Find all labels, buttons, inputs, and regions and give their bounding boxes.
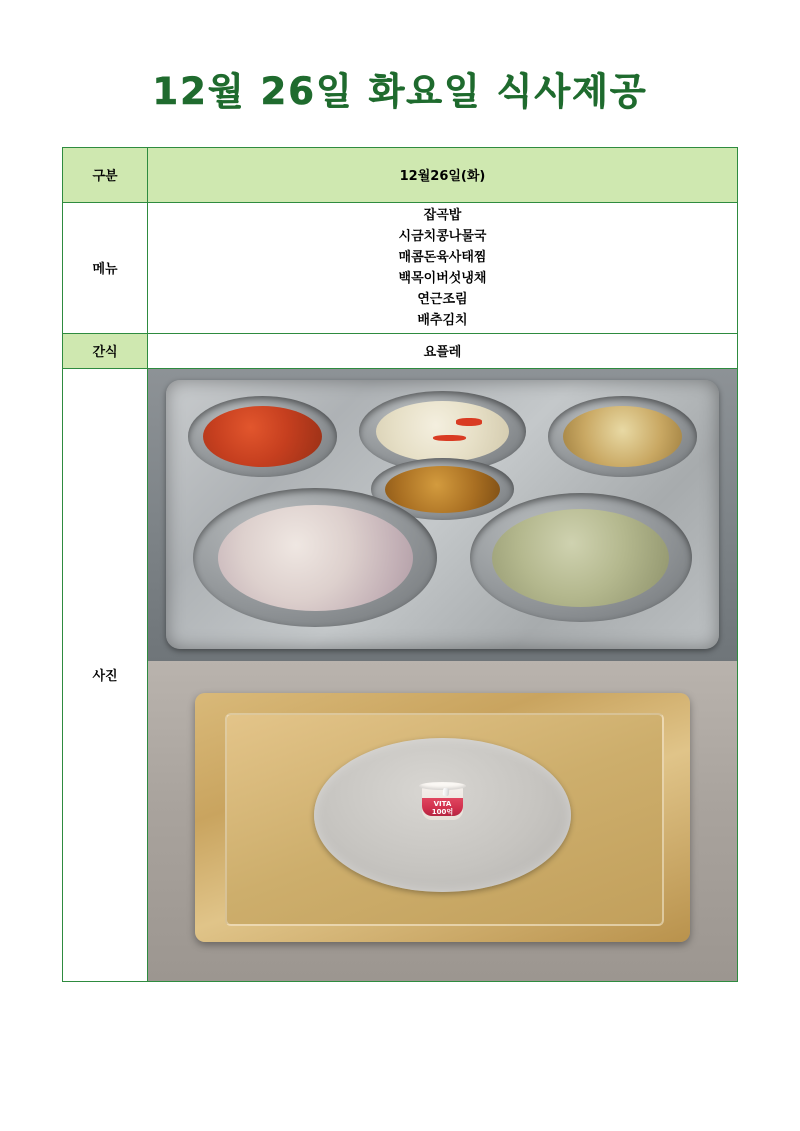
menu-table-container xyxy=(62,147,738,982)
yogurt-count-text: 100억 xyxy=(431,807,454,816)
yogurt-cup-label xyxy=(422,798,463,817)
row-label-division: 구분 xyxy=(63,147,148,202)
menu-item: 잡곡밥 xyxy=(423,207,462,223)
row-label-photo: 사진 xyxy=(63,368,148,981)
table-row-menu xyxy=(63,202,738,333)
food-spinach-soup xyxy=(492,509,669,607)
food-braised-pork xyxy=(385,466,500,513)
menu-item: 백목이버섯냉채 xyxy=(398,270,487,286)
pepper-slice xyxy=(433,435,466,441)
plastic-plate-graphic xyxy=(314,738,571,893)
school-lunch-tray-photo xyxy=(148,369,737,661)
food-mushroom-salad xyxy=(376,401,509,462)
tray-well-rice xyxy=(193,488,437,628)
food-lotus-root xyxy=(563,406,683,467)
yogurt-cup-graphic xyxy=(422,784,463,820)
table-row-division xyxy=(63,147,738,202)
meal-service-table xyxy=(62,147,738,982)
photo-stack xyxy=(148,369,737,981)
yogurt-cup-on-plate-photo xyxy=(148,661,737,981)
table-row-photo xyxy=(63,368,738,981)
gold-serving-tray-graphic xyxy=(195,693,690,943)
food-kimchi xyxy=(203,406,323,467)
row-label-snack: 간식 xyxy=(63,333,148,368)
tray-well-lotus-root xyxy=(548,396,697,477)
lunch-tray-graphic xyxy=(166,380,720,649)
menu-item: 매콤돈육사태찜 xyxy=(398,249,487,265)
cell-snack-value: 요플레 xyxy=(148,333,738,368)
menu-item: 연근조림 xyxy=(417,291,468,307)
tray-well-soup xyxy=(470,493,691,622)
pepper-slice xyxy=(456,418,483,425)
menu-item: 시금치콩나물국 xyxy=(398,228,487,244)
yogurt-brand-text: VITA xyxy=(433,799,452,808)
row-label-menu: 메뉴 xyxy=(63,202,148,333)
cell-menu-items xyxy=(148,202,738,333)
page-title: 12월 26일 화요일 식사제공 xyxy=(152,70,648,113)
cell-date-value: 12월26일(화) xyxy=(148,147,738,202)
straw-graphic xyxy=(443,788,450,796)
food-multigrain-rice xyxy=(218,505,413,611)
menu-item: 배추김치 xyxy=(417,312,468,328)
table-row-snack xyxy=(63,333,738,368)
tray-well-kimchi xyxy=(188,396,337,477)
cell-photos xyxy=(148,368,738,981)
